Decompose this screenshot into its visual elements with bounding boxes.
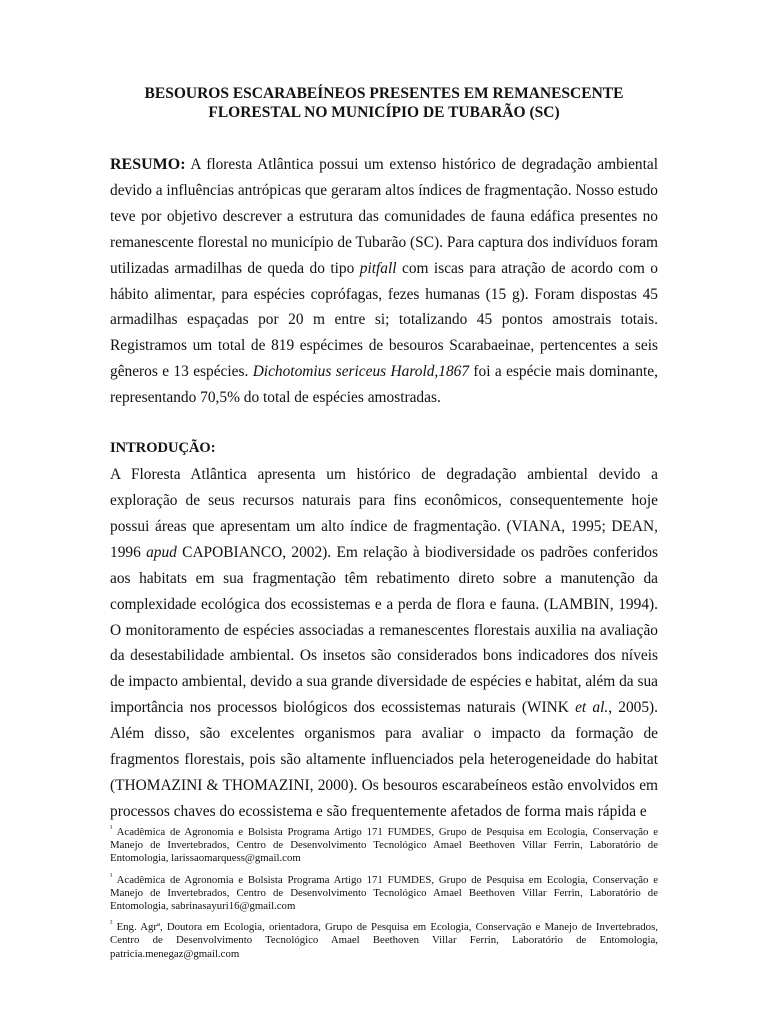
footnote-2 <box>110 871 658 914</box>
intro-apud: apud <box>146 543 177 561</box>
footnote-2-mark: ¹ <box>110 871 113 881</box>
abstract-text-3: foi a espécie mais dominante, representando 70,5% do total de espécies amostradas. <box>110 363 658 407</box>
footnote-2-text: Acadêmica de Agronomia e Bolsista Programa Artigo 171 FUMDES, Grupo de Pesquisa em Ecologia, Conservação e Manejo de Invertebrados, Centro de Desenvolvimento Tecnológico Amael Beethoven Villar Ferrin, Laboratório de Entomologia, sabrinasayuri16@gmail.com <box>110 873 658 913</box>
footnotes <box>110 823 658 969</box>
footnote-1 <box>110 823 658 866</box>
introduction-heading: INTRODUÇÃO: <box>110 440 216 457</box>
intro-text-3: , 2005). Além disso, são excelentes organismos para avaliar o impacto da formação de fragmentos florestais, pois são altamente influenciados pela heterogeneidade do habitat (THOMAZINI & THOMAZINI, 2000). Os besouros escarabeíneos estão envolvidos em processos chaves do ecossistema e são frequentemente afetados de forma mais rápida e <box>110 699 659 820</box>
title-line-1: BESOUROS ESCARABEÍNEOS PRESENTES EM REMANESCENTE <box>144 85 624 102</box>
footnote-1-text: Acadêmica de Agronomia e Bolsista Programa Artigo 171 FUMDES, Grupo de Pesquisa em Ecologia, Conservação e Manejo de Invertebrados, Centro de Desenvolvimento Tecnológico Amael Beethoven Villar Ferrin, Laboratório de Entomologia, larissaomarquess@gmail.com <box>110 826 658 865</box>
intro-et-al: et al. <box>575 699 609 717</box>
footnote-1-mark: ¹ <box>110 823 113 833</box>
paper-title <box>110 84 658 122</box>
abstract-text-1: A floresta Atlântica possui um extenso histórico de degradação ambiental devido a influências antrópicas que geraram altos índices de fragmentação. Nosso estudo teve por objetivo descrever a estrutura das comunidades de fauna edáfica presentes no remanescente florestal no município de Tubarão (SC). Para captura dos indivíduos foram utilizadas armadilhas de queda do tipo <box>110 156 658 277</box>
intro-text-1: A Floresta Atlântica apresenta um histórico de degradação ambiental devido a exploração de seus recursos naturais para fins econômicos, consequentemente hoje possui áreas que apresentam um alto índice de fragmentação. (VIANA, 1995; DEAN, 1996 <box>110 466 658 561</box>
abstract-pitfall-term: pitfall <box>359 259 397 277</box>
intro-text-2: CAPOBIANCO, 2002). Em relação à biodiversidade os padrões conferidos aos habitats em sua fragmentação têm rebatimento direto sobre a manutenção da complexidade ecológica dos ecossistemas e a perda de flora e fauna. (LAMBIN, 1994). O monitoramento de espécies associadas a remanescentes florestais auxilia na avaliação da desestabilidade ambiental. Os insetos são considerados bons indicadores dos níveis de impacto ambiental, devido a sua grande diversidade de espécies e habitat, além da sua importância nos processos biológicos dos ecossistemas naturais (WINK <box>110 543 658 717</box>
abstract-species-name: Dichotomius sericeus Harold,1867 <box>252 363 470 381</box>
abstract-label: RESUMO: <box>110 156 186 173</box>
abstract-text-2: com iscas para atração de acordo com o hábito alimentar, para espécies coprófagas, fezes humanas (15 g). Foram dispostas 45 armadilhas espaçadas por 20 m entre si; totalizando 45 pontos amostrais totais. Registramos um total de 819 espécimes de besouros Scarabaeinae, pertencentes a seis gêneros e 13 espécies. <box>110 259 658 381</box>
title-line-2: FLORESTAL NO MUNICÍPIO DE TUBARÃO (SC) <box>208 104 560 121</box>
footnote-3-text: Eng. Agrª, Doutora em Ecologia, orientadora, Grupo de Pesquisa em Ecologia, Conservação e Manejo de Invertebrados, Centro de Desenvolvimento Tecnológico Amael Beethoven Villar Ferrin, Laboratório de Entomologia, patricia.menegaz@gmail.com <box>110 921 658 960</box>
introduction-paragraph <box>110 462 658 825</box>
abstract-paragraph <box>110 152 658 411</box>
footnote-3 <box>110 918 658 961</box>
footnote-3-mark: ² <box>110 918 113 928</box>
paper-page <box>110 84 658 840</box>
